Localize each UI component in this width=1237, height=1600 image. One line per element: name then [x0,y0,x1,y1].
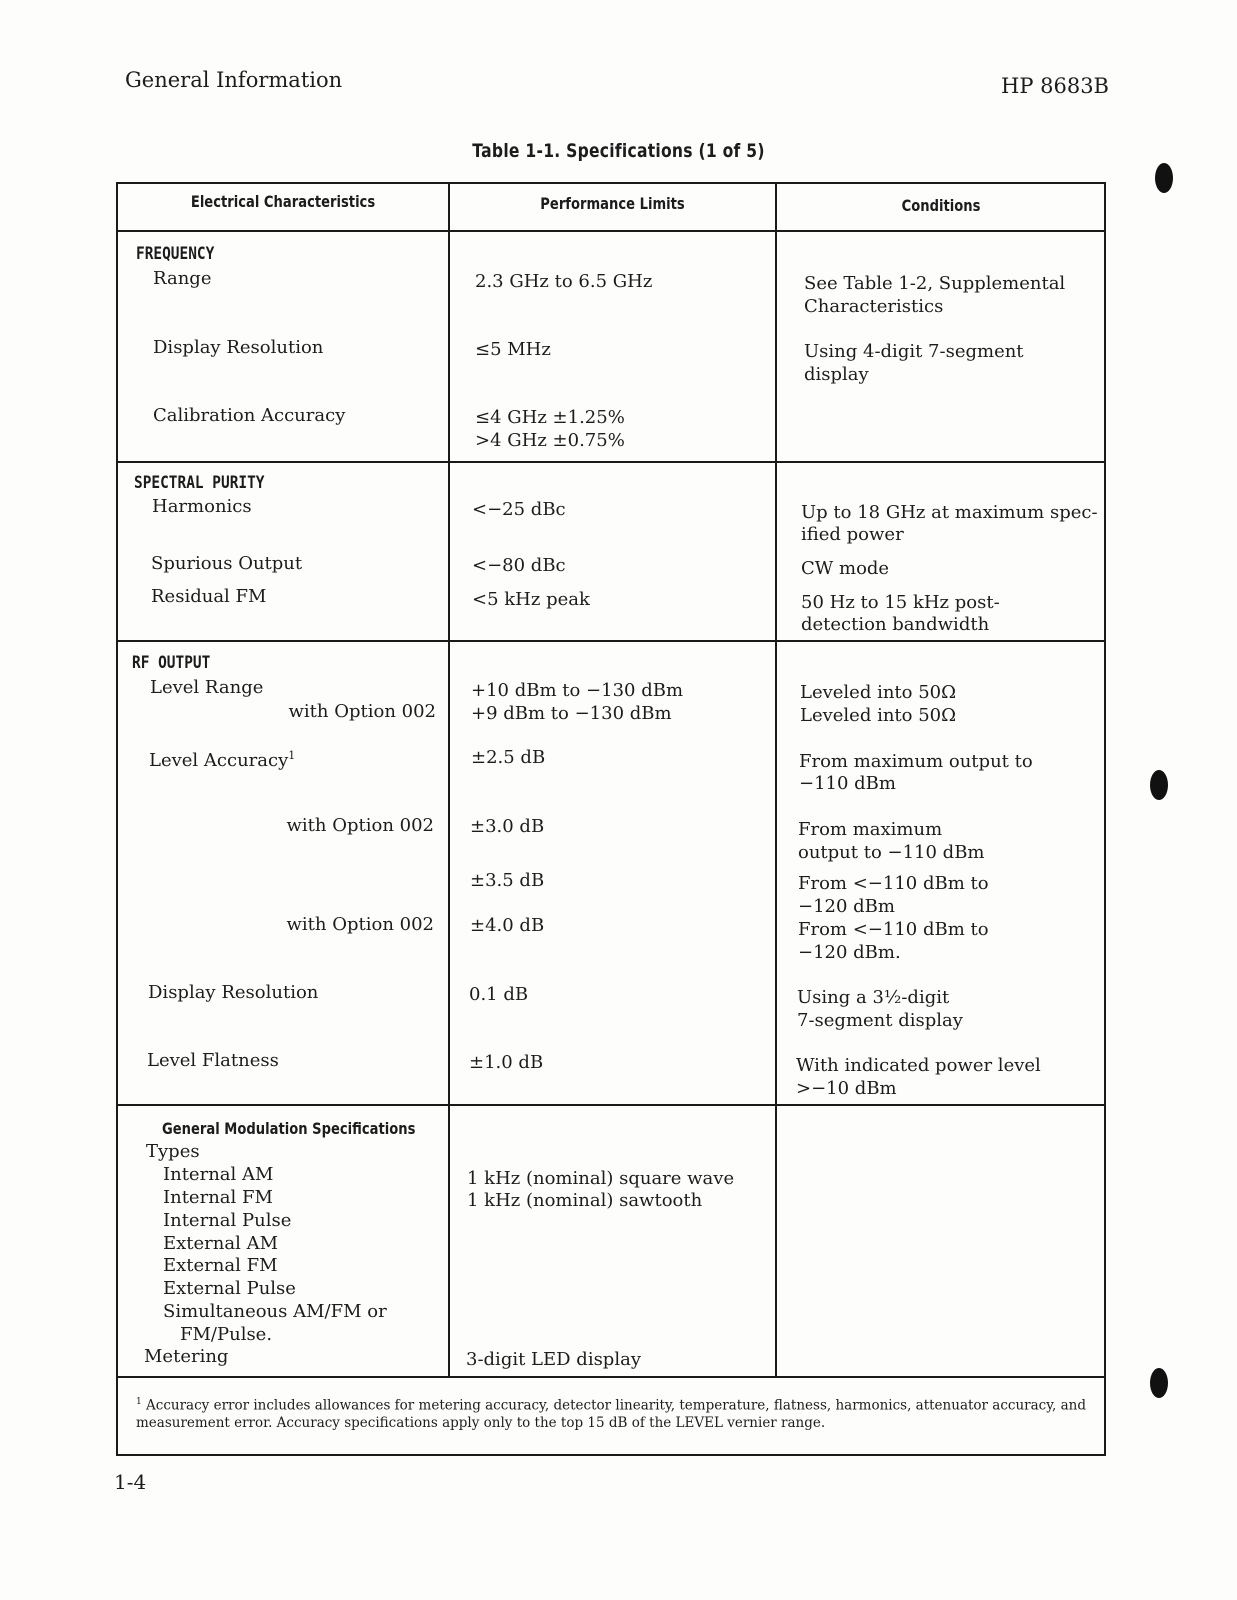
modulation-types-label: Types [146,1141,200,1162]
level-accuracy-low-range-option-002-condition-line2: −120 dBm. [798,942,901,963]
rf-display-resolution-condition-line2: 7-segment display [797,1010,963,1031]
column-header-electrical: Electrical Characteristics [190,192,376,211]
header-model-number: HP 8683B [1001,74,1109,98]
table-title: Table 1-1. Specifications (1 of 5) [472,140,765,162]
modulation-type-item: FM/Pulse. [180,1324,273,1345]
level-accuracy-low-range-limit: ±3.5 dB [470,870,545,891]
header-section-title: General Information [125,68,343,92]
harmonics-limit: <−25 dBc [472,499,566,520]
modulation-type-item: Internal FM [163,1187,273,1208]
section-heading-spectral-purity: SPECTRAL PURITY [134,473,265,493]
modulation-type-item: External FM [163,1255,278,1276]
page-number: 1-4 [114,1470,147,1494]
level-accuracy-option-002-limit: ±3.0 dB [470,816,545,837]
level-range-label: Level Range [150,677,264,698]
rf-display-resolution-label: Display Resolution [148,982,319,1003]
level-accuracy-low-range-option-002-label: with Option 002 [286,914,434,935]
calibration-accuracy-limit-line1: ≤4 GHz ±1.25% [475,407,625,428]
frequency-display-resolution-condition-line1: Using 4-digit 7-segment [804,341,1024,362]
calibration-accuracy-label: Calibration Accuracy [153,405,346,426]
header-row-divider [116,230,1106,232]
harmonics-label: Harmonics [152,496,252,517]
frequency-range-label: Range [153,268,212,289]
level-accuracy-low-range-option-002-condition-line1: From <−110 dBm to [798,919,989,940]
frequency-range-condition-line1: See Table 1-2, Supplemental [804,273,1066,294]
column-header-performance: Performance Limits [540,194,685,213]
internal-fm-limit: 1 kHz (nominal) sawtooth [467,1190,703,1211]
residual-fm-limit: <5 kHz peak [472,589,590,610]
level-flatness-label: Level Flatness [147,1050,279,1071]
section-heading-modulation: General Modulation Specifications [162,1119,416,1138]
frequency-display-resolution-condition-line2: display [804,364,869,385]
level-accuracy-label: Level Accuracy$^1$ [149,749,296,771]
level-accuracy-condition-line2: −110 dBm [799,773,896,794]
modulation-type-item: Internal Pulse [163,1210,292,1231]
spurious-output-limit: <−80 dBc [472,555,566,576]
column-divider-1 [448,182,450,1376]
footnote-divider [116,1376,1106,1378]
level-range-condition-line1: Leveled into 50Ω [800,682,957,703]
level-flatness-condition-line2: >−10 dBm [796,1078,897,1099]
level-range-limit-line2: +9 dBm to −130 dBm [471,703,672,724]
column-header-conditions: Conditions [901,196,981,215]
level-accuracy-limit: ±2.5 dB [471,747,546,768]
frequency-display-resolution-limit: ≤5 MHz [475,339,551,360]
binder-hole-bottom [1150,1368,1168,1398]
level-accuracy-low-range-condition-line2: −120 dBm [798,896,895,917]
frequency-range-limit: 2.3 GHz to 6.5 GHz [475,271,653,292]
modulation-type-item: External Pulse [163,1278,296,1299]
column-divider-2 [775,182,777,1376]
footnote-reference-mark: 1 [288,749,296,762]
harmonics-condition-line1: Up to 18 GHz at maximum spec- [801,502,1098,523]
level-accuracy-option-002-condition-line2: output to −110 dBm [798,842,985,863]
calibration-accuracy-limit-line2: >4 GHz ±0.75% [475,430,625,451]
modulation-type-item: Simultaneous AM/FM or [163,1301,387,1322]
section-heading-rf-output: RF OUTPUT [132,653,211,673]
frequency-range-condition-line2: Characteristics [804,296,944,317]
section-divider-3 [116,1104,1106,1106]
modulation-type-item: External AM [163,1233,279,1254]
internal-am-limit: 1 kHz (nominal) square wave [467,1168,735,1189]
harmonics-condition-line2: ified power [801,524,904,545]
footnote-mark: 1 [136,1397,142,1407]
level-flatness-condition-line1: With indicated power level [796,1055,1041,1076]
level-range-option-002-label: with Option 002 [288,701,436,722]
modulation-type-item: Internal AM [163,1164,274,1185]
footnote-text: Accuracy error includes allowances for metering accuracy, detector linearity, temperature, flatness, harmonics, attenuator accuracy, and measurement error. Accuracy specifications apply only to the top 15 dB of the LEVEL vernier range. [136,1397,1087,1431]
spurious-output-condition: CW mode [801,558,890,579]
level-flatness-limit: ±1.0 dB [469,1052,544,1073]
binder-hole-top [1155,163,1173,193]
level-accuracy-low-range-option-002-limit: ±4.0 dB [470,915,545,936]
level-range-limit-line1: +10 dBm to −130 dBm [471,680,684,701]
level-accuracy-option-002-label: with Option 002 [286,815,434,836]
frequency-display-resolution-label: Display Resolution [153,337,324,358]
level-accuracy-option-002-condition-line1: From maximum [798,819,943,840]
metering-limit: 3-digit LED display [466,1349,641,1370]
section-divider-1 [116,461,1106,463]
footnote [136,1394,1086,1432]
section-divider-2 [116,640,1106,642]
spurious-output-label: Spurious Output [151,553,303,574]
residual-fm-condition-line2: detection bandwidth [801,614,990,635]
residual-fm-label: Residual FM [151,586,267,607]
section-heading-frequency: FREQUENCY [136,244,215,264]
level-accuracy-condition-line1: From maximum output to [799,751,1033,772]
binder-hole-middle [1150,770,1168,800]
residual-fm-condition-line1: 50 Hz to 15 kHz post- [801,592,1000,613]
level-accuracy-low-range-condition-line1: From <−110 dBm to [798,873,989,894]
metering-label: Metering [144,1346,229,1367]
rf-display-resolution-condition-line1: Using a 3½-digit [797,987,950,1008]
rf-display-resolution-limit: 0.1 dB [469,984,529,1005]
level-range-condition-line2: Leveled into 50Ω [800,705,957,726]
